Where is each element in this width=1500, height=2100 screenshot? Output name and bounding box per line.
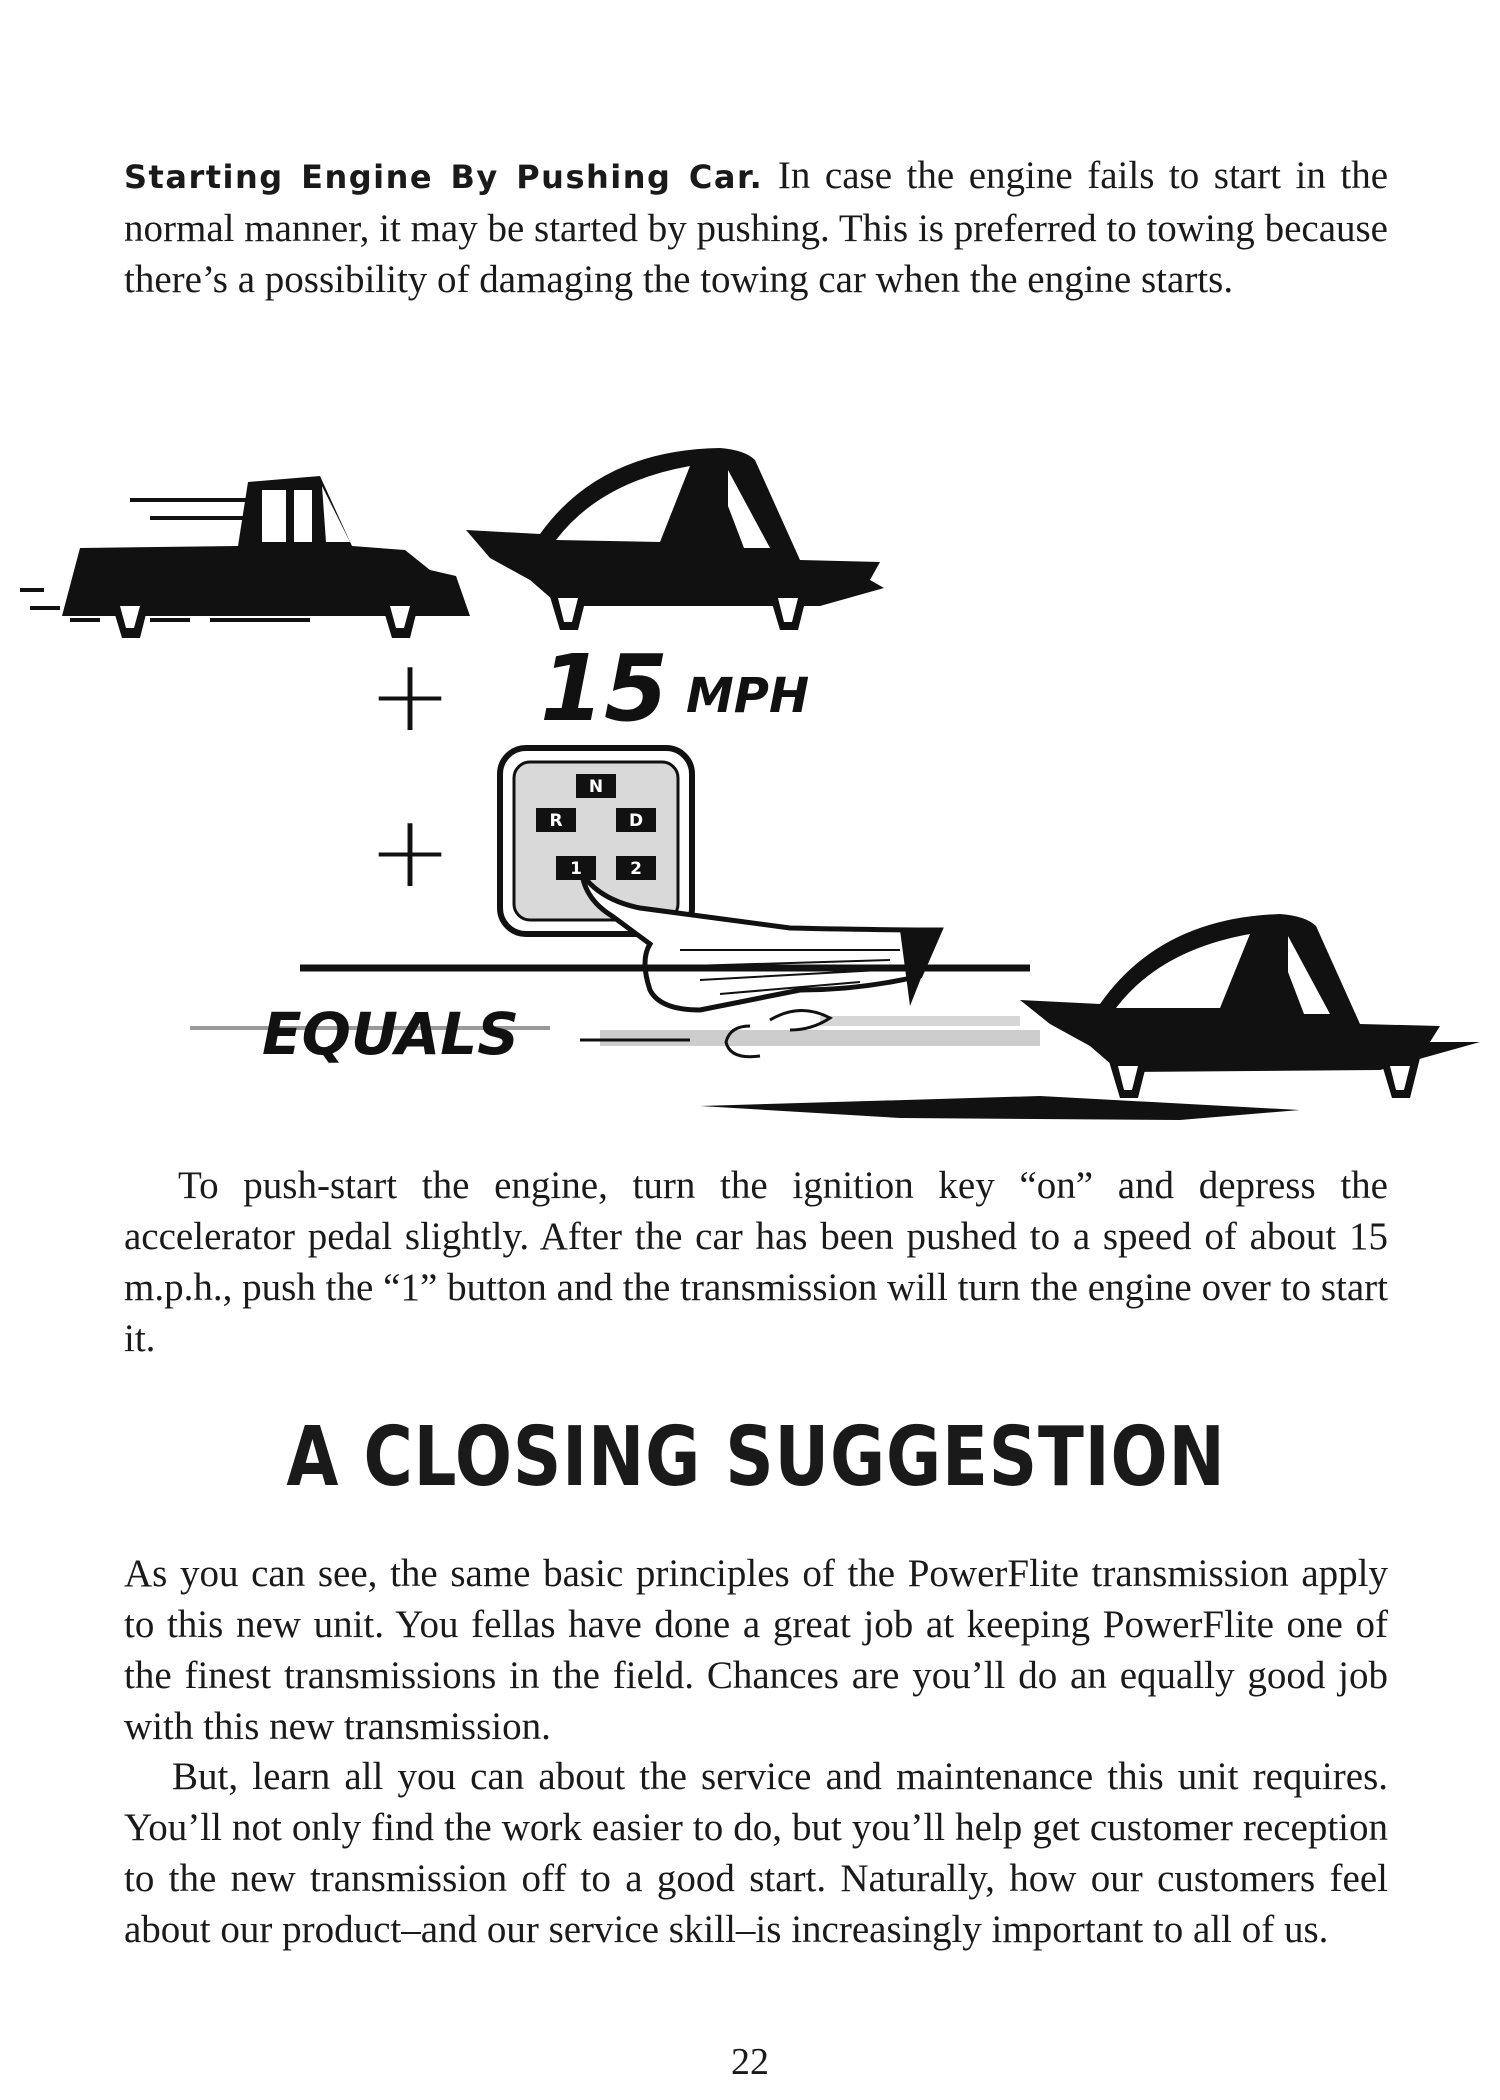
closing-paragraph-2: But, learn all you can about the service and maintenance this unit requires. You’ll not only find the work easier to do, but you’ll help get customer reception to the new transmission off to a good start. Naturally, how our customers feel about our product–and our service skill–is increasingly important to all of us. <box>124 1755 1388 1951</box>
speed-number-label: 15 <box>540 635 669 742</box>
intro-body-text: In case the engine fails to start in the normal manner, it may be started by pushing. This is preferred to towing because there’s a possibility of damaging the towing car when the engine starts. <box>124 154 1388 301</box>
svg-text:N: N <box>588 777 604 797</box>
equals-label: EQUALS <box>262 1000 520 1068</box>
button-2 <box>616 856 656 880</box>
ground-shadow <box>700 1096 1300 1120</box>
svg-text:D: D <box>628 811 644 831</box>
svg-text:R: R <box>549 811 563 831</box>
button-n <box>576 774 616 798</box>
button-d <box>616 808 656 832</box>
closing-paragraph-1: As you can see, the same basic principles of the PowerFlite transmission apply to this new unit. You fellas have done a great job at keeping PowerFlite one of the finest transmissions in the field. Chances are you’ll do an equally good job with this new transmission. <box>124 1552 1388 1748</box>
pushing-truck-icon <box>62 476 470 638</box>
button-1 <box>556 856 596 880</box>
intro-lead-heading: Starting Engine By Pushing Car. <box>124 158 764 196</box>
page-number: 22 <box>731 2041 769 2083</box>
started-sedan-icon <box>1020 914 1480 1098</box>
push-start-paragraph: To push-start the engine, turn the ignition key “on” and depress the accelerator pedal slightly. After the car has been pushed to a speed of about 15 m.p.h., push the “1” button and the transmission will turn the engine over to start it. <box>124 1164 1388 1360</box>
closing-suggestion-heading: A CLOSING SUGGESTION <box>286 1410 1226 1505</box>
intro-paragraph <box>124 150 1388 305</box>
plus-sign-bottom: + <box>368 793 452 910</box>
push-start-illustration <box>0 430 1500 1150</box>
button-r <box>536 808 576 832</box>
speed-unit-label: MPH <box>686 668 810 724</box>
plus-sign-top: + <box>368 637 452 754</box>
svg-text:1: 1 <box>570 859 582 879</box>
pushed-sedan-icon <box>466 448 884 630</box>
svg-text:2: 2 <box>630 859 642 879</box>
